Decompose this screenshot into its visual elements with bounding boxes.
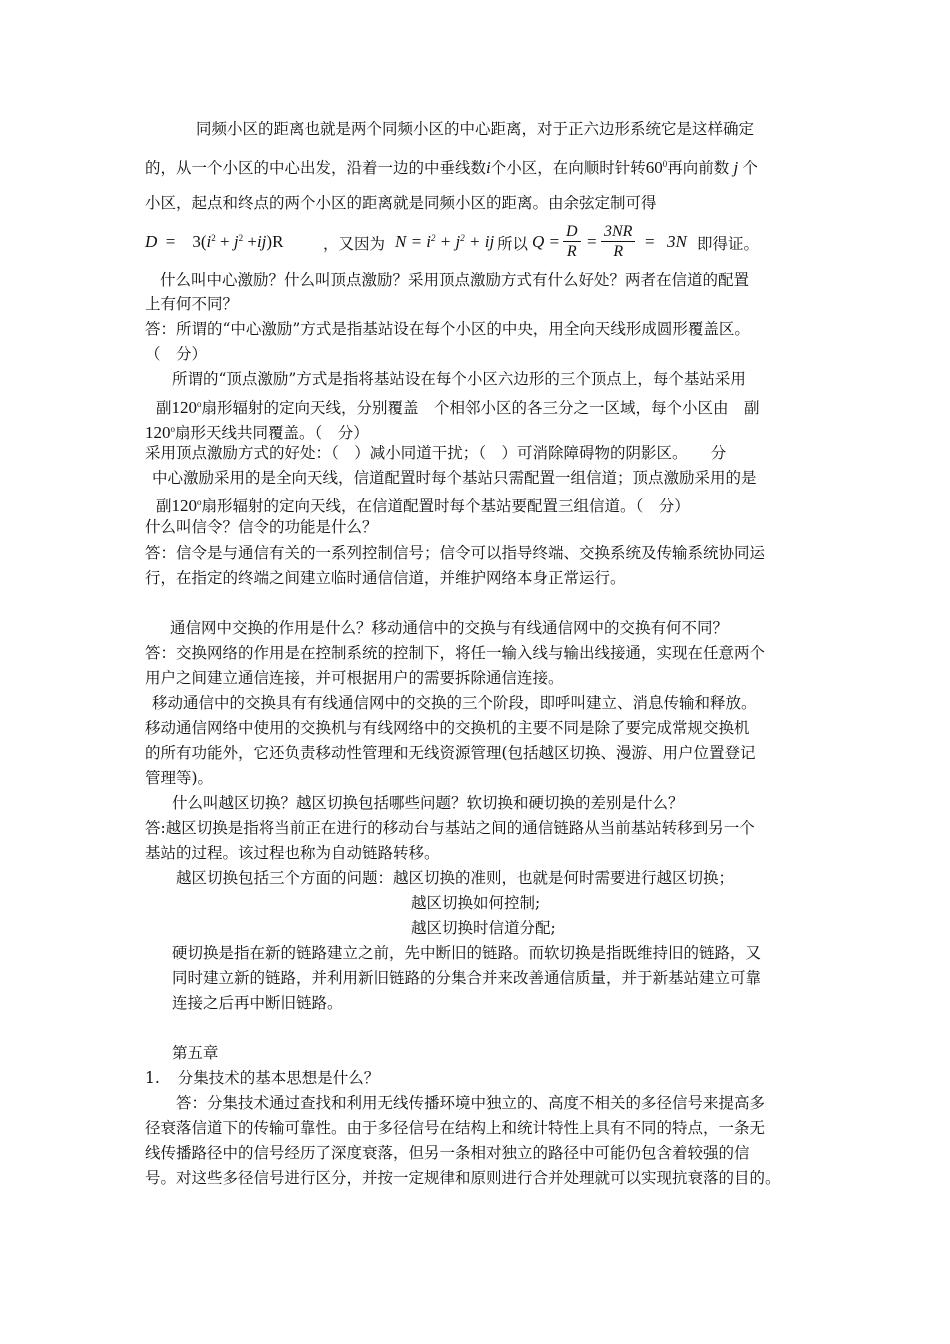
answer-line: 的所有功能外，它还负责移动性管理和无线资源管理(包括越区切换、漫游、用户位置登记	[145, 744, 756, 762]
answer-line: 连接之后再中断旧链路。	[172, 994, 343, 1012]
question-line: 什么叫中心激励？什么叫顶点激励？采用顶点激励方式有什么好处？两者在信道的配置	[160, 271, 750, 289]
answer-line: 采用顶点激励方式的好处：（ ）减小同道干扰；（ ）可消除障碍物的阴影区。 分	[145, 444, 727, 462]
answer-line: 120$^o$扇形天线共同覆盖。（ 分）	[145, 423, 369, 442]
answer-line: 号。对这些多径信号进行区分，并按一定规律和原则进行合并处理就可以实现抗衰落的目的。	[145, 1169, 781, 1187]
question-line	[145, 1068, 379, 1088]
paragraph-line: 小区，起点和终点的两个小区的距离就是同频小区的距离。由余弦定制可得	[145, 194, 657, 212]
answer-line: 移动通信网络中使用的交换机与有线网络中的交换机的主要不同是除了要完成常规交换机	[145, 719, 750, 737]
math-var-i: i	[486, 158, 491, 177]
answer-line: 副120$^o$扇形辐射的定向天线，分别覆盖 个相邻小区的各三分之一区域，每个小区由 副	[156, 398, 760, 417]
answer-line: 用户之间建立通信连接，并可根据用户的需要拆除通信连接。	[145, 669, 564, 687]
equals-sign: =	[645, 232, 655, 251]
formula-result: 3N	[667, 232, 687, 251]
answer-line: 移动通信中的交换具有有线通信网中的交换的三个阶段，即呼叫建立、消息传输和释放。	[152, 694, 757, 712]
answer-line: 副120$^o$扇形辐射的定向天线，在信道配置时每个基站要配置三组信道。（ 分）	[156, 496, 690, 515]
answer-line: 答:越区切换是指将当前正在进行的移动台与基站之间的通信链路从当前基站转移到另一个	[145, 819, 755, 837]
paragraph-line	[145, 154, 758, 178]
answer-line: 答：信令是与通信有关的一系列控制信号；信令可以指导终端、交换系统及传输系统协同运	[145, 544, 766, 562]
answer-line: 越区切换时信道分配;	[411, 919, 556, 937]
text-run: 所以	[497, 235, 529, 253]
fraction-3nr-over-r: $\frac{3NR}{R}$	[601, 222, 635, 261]
answer-line: 答：所谓的“中心激励”方式是指基站设在每个小区的中央，用全向天线形成圆形覆盖区。	[145, 320, 750, 338]
fraction-d-over-r: $\frac{D}{R}$	[563, 222, 581, 261]
text-run: 个小区，在向顺时针转	[490, 159, 646, 177]
answer-line: 所谓的“顶点激励”方式是指将基站设在每个小区六边形的三个顶点上，每个基站采用	[172, 370, 746, 388]
paragraph-line: 同频小区的距离也就是两个同频小区的中心距离，对于正六边形系统它是这样确定	[196, 120, 755, 138]
math-var-j: j	[733, 158, 739, 177]
question-line: 通信网中交换的作用是什么？移动通信中的交换与有线通信网中的交换有何不同？	[170, 619, 729, 637]
question-line: 上有何不同？	[145, 295, 239, 313]
answer-line: （ 分）	[145, 345, 208, 363]
answer-line: 基站的过程。该过程也称为自动链路转移。	[145, 844, 440, 862]
question-text: 分集技术的基本思想是什么？	[177, 1069, 380, 1087]
answer-line: 中心激励采用的是全向天线，信道配置时每个基站只需配置一组信道；顶点激励采用的是	[152, 469, 757, 487]
formula-lhs: D = $3(i^2 + j^2 +ij)R$	[145, 232, 284, 251]
question-line: 什么叫信令？信令的功能是什么？	[145, 518, 378, 536]
text-run: 即得证。	[697, 235, 760, 253]
answer-line: 线传播路径中的信号经历了深度衰落，但另一条相对独立的路径中可能仍包含着较强的信	[145, 1144, 750, 1162]
text-run: 个	[742, 159, 759, 177]
chapter-title: 第五章	[172, 1044, 219, 1062]
answer-line: 答：分集技术通过查找和利用无线传播环境中独立的、高度不相关的多径信号来提高多	[176, 1094, 766, 1112]
formula-n: $N = i^2 + j^2$ + ij	[395, 232, 495, 251]
answer-line: 硬切换是指在新的链路建立之前，先中断旧的链路。而软切换是指既维持旧的链路，又	[172, 944, 762, 962]
answer-line: 径衰落信道下的传输可靠性。由于多径信号在结构上和统计特性上具有不同的特点，一条无	[145, 1119, 766, 1137]
text-run: 再向前数	[667, 159, 730, 177]
answer-line: 同时建立新的链路，并利用新旧链路的分集合并来改善通信质量，并于新基站建立可靠	[172, 969, 762, 987]
equals-sign: =	[587, 232, 597, 251]
math-angle: $60^0$	[645, 158, 668, 177]
answer-line: 行，在指定的终端之间建立临时通信信道，并维护网络本身正常运行。	[145, 569, 626, 587]
text-run: ，又因为	[323, 235, 386, 253]
formula-q: Q =	[532, 232, 560, 251]
list-number: 1.	[145, 1069, 160, 1087]
answer-line: 越区切换包括三个方面的问题：越区切换的准则，也就是何时需要进行越区切换；	[176, 869, 735, 887]
answer-line: 答：交换网络的作用是在控制系统的控制下，将任一输入线与输出线接通，实现在任意两个	[145, 644, 766, 662]
answer-line: 越区切换如何控制;	[411, 894, 541, 912]
question-line: 什么叫越区切换？越区切换包括哪些问题？软切换和硬切换的差别是什么？	[172, 794, 684, 812]
text-run: 的，从一个小区的中心出发，沿着一边的中垂线数	[145, 159, 487, 177]
answer-line: 管理等)。	[145, 769, 214, 787]
